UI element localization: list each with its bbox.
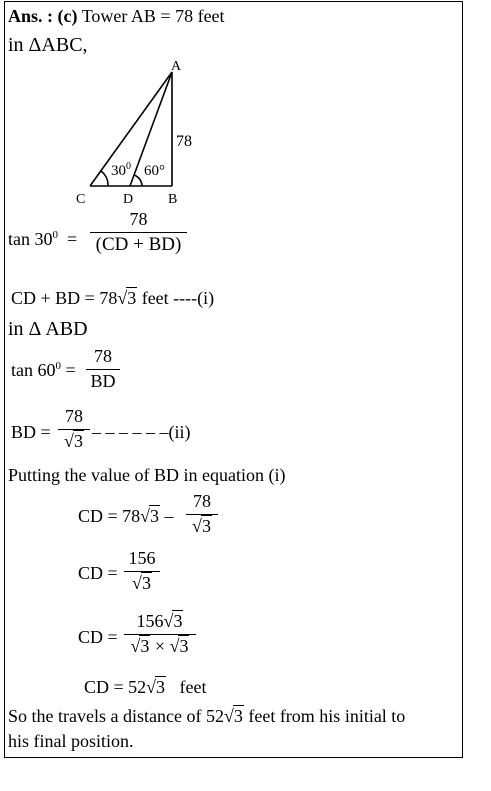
eq5-lhs: CD = 78√3 – [78,506,174,526]
label-a: A [171,59,182,74]
eq4-lhs: BD = [11,422,51,442]
eq3-fraction: 78 BD [86,347,120,392]
eq8: CD = 52√3 feet [84,677,207,697]
answer-header [8,6,225,27]
in-triangle-abc: in ΔABC, [8,34,88,56]
label-b: B [168,192,178,207]
label-d: D [123,192,134,207]
angle-arc-c [101,171,108,186]
conclusion-line-1: So the travels a distance of 52√3 feet from his initial to [8,706,406,726]
eq7-fraction: 156√3 √3 × √3 [124,612,196,657]
eq2: CD + BD = 78√3 feet ----(i) [11,288,215,308]
angle-arc-d [134,175,142,186]
eq1-fraction: 78 (CD + BD) [90,210,187,256]
label-angle-d: 60° [144,163,165,179]
label-angle-c: $30^0$ [111,161,131,179]
eq4-fraction: 78 √3 [58,407,90,452]
eq3-lhs: $\tan 60^0$ = [11,360,76,380]
eq4-rhs: – – – – – –(ii) [92,422,191,442]
label-side-78: 78 [176,133,192,150]
label-c: C [76,192,86,207]
eq6-lhs: CD = [78,563,118,583]
conclusion-line-2: his final position. [8,731,134,751]
in-triangle-abd: in Δ ABD [8,318,88,340]
tower-statement: Tower AB = 78 feet [81,6,225,26]
putting-statement: Putting the value of BD in equation (i) [8,465,286,485]
eq1-lhs: $\tan 30^0$ = [8,229,78,249]
triangle-diagram [70,58,200,208]
eq6-fraction: 156 √3 [124,549,160,594]
eq7-lhs: CD = [78,627,118,647]
eq5-fraction: 78 √3 [186,492,218,537]
answer-label: Ans. : (c) [8,6,78,26]
